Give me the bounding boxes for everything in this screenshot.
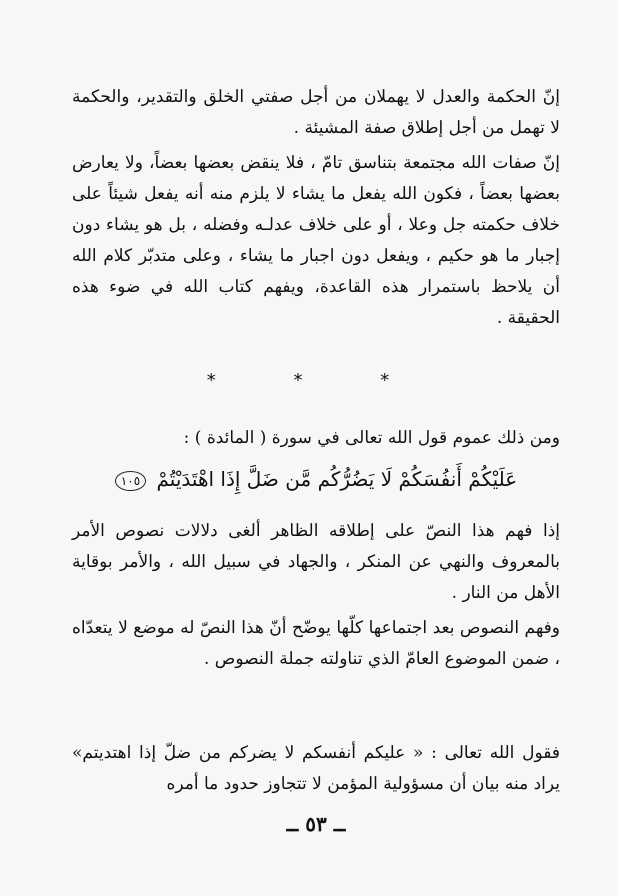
paragraph-combined-texts: وفهم النصوص بعد اجتماعها كلّها يوضّح أنّ هذا النصّ له موضع لا يتعدّاه ، ضمن الموضوع العامّ الذي تناولته جملة النصوص . [72,618,560,669]
paragraph-verse-meaning: فقول الله تعالى : « عليكم أنفسكم لا يضركم من ضلّ إذا اهتديتم» يراد منه بيان أن مسؤولية المؤمن لا تتجاوز حدود ما أمره [72,743,560,794]
paragraph-verse-intro: ومن ذلك عموم قول الله تعالى في سورة ( المائدة ) : [183,428,560,448]
paragraph-divine-attributes: إنّ صفات الله مجتمعة بتناسق تامّ ، فلا ينقض بعضها بعضاً، ولا يعارض بعضها بعضاً ، فكون الله يفعل ما يشاء لا يلزم منه أنه يفعل شيئاً على خلاف حكمته جل وعلا ، أو على خلاف عدلـه وفضله ، بل هو يشاء دون إجبار ما هو حكيم ، ويفعل دون اجبار ما يشاء ، وعلى متدبّر كلام الله أن يلاحظ باستمرار هذه القاعدة، ويفهم كتاب الله في ضوء هذه الحقيقة . [72,153,560,328]
paragraph-literal-reading: إذا فهم هذا النصّ على إطلاقه الظاهر ألغى دلالات نصوص الأمر بالمعروف والنهي عن المنكر ، والجهاد في سبيل الله ، والأمر بوقاية الأهل من النار . [72,521,560,603]
page-number: ــ ٥٣ ــ [286,812,346,836]
verse-text: عَلَيْكُمْ أَنفُسَكُمْ لَا يَضُرُّكُم مَّن ضَلَّ إِذَا اهْتَدَيْتُمْ [156,467,518,491]
paragraph-wisdom-justice: إنّ الحكمة والعدل لا يهملان من أجل صفتي الخلق والتقدير، والحكمة لا تهمل من أجل إطلاق صفة المشيئة . [72,87,560,138]
quran-verse [72,463,560,495]
section-separator: * * * [206,370,426,391]
ayah-number-mark: ١٠٥ [115,471,146,491]
